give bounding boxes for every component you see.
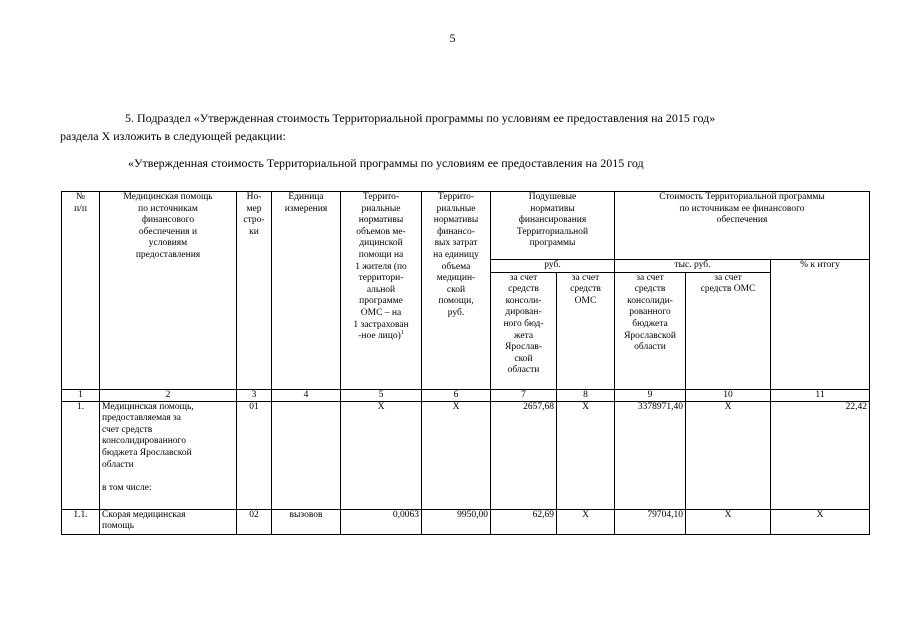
header-budget-thousand: за счет средств консолиди- рованного бюджета Ярославской области bbox=[615, 272, 686, 389]
row-oms-rub: X bbox=[557, 509, 615, 534]
table-row bbox=[62, 401, 870, 509]
column-number: 4 bbox=[272, 389, 341, 401]
header-row-1 bbox=[62, 192, 870, 260]
row-volume: 0,0063 bbox=[341, 509, 422, 534]
row-cost: X bbox=[422, 401, 491, 509]
column-number: 1 bbox=[62, 389, 100, 401]
intro-line-1: 5. Подраздел «Утвержденная стоимость Территориальной программы по условиям ее предоставления на 2015 год» bbox=[125, 111, 716, 125]
column-number: 3 bbox=[237, 389, 272, 401]
cost-table bbox=[61, 191, 870, 535]
row-oms-rub: X bbox=[557, 401, 615, 509]
row-unit: вызовов bbox=[272, 509, 341, 534]
row-no: 1.1. bbox=[62, 509, 100, 534]
header-row-number: Но- мер стро- ки bbox=[237, 192, 272, 390]
column-number: 8 bbox=[557, 389, 615, 401]
row-no: 1. bbox=[62, 401, 100, 509]
row-name: Медицинская помощь, предоставляемая за счет средств консолидированного бюджета Ярославской области в том числе: bbox=[100, 401, 237, 509]
header-care: Медицинская помощь по источникам финансового обеспечения и условиям предоставления bbox=[100, 192, 237, 390]
column-number: 7 bbox=[491, 389, 557, 401]
column-number: 6 bbox=[422, 389, 491, 401]
column-number: 10 bbox=[686, 389, 771, 401]
row-oms-thousand: X bbox=[686, 401, 771, 509]
row-budget-thousand: 3378971,40 bbox=[615, 401, 686, 509]
row-code: 02 bbox=[237, 509, 272, 534]
header-per-capita: Подушевые нормативы финансирования Территориальной программы bbox=[491, 192, 615, 260]
header-percent-total: % к итогу bbox=[771, 260, 870, 390]
column-number: 9 bbox=[615, 389, 686, 401]
row-name: Скорая медицинская помощь bbox=[100, 509, 237, 534]
row-budget-thousand: 79704,10 bbox=[615, 509, 686, 534]
header-volume-norms-text: Террито- риальные нормативы объемов ме- дицинской помощи на 1 жителя (по территори- альной программе ОМС – на 1 застрахован -ное лицо) bbox=[353, 192, 409, 342]
column-number-row bbox=[62, 389, 870, 401]
row-code: 01 bbox=[237, 401, 272, 509]
column-number: 2 bbox=[100, 389, 237, 401]
row-oms-thousand: X bbox=[686, 509, 771, 534]
row-budget-rub: 2657,68 bbox=[491, 401, 557, 509]
row-volume: X bbox=[341, 401, 422, 509]
footnote-marker: 1 bbox=[400, 329, 404, 336]
intro-line-2: раздела X изложить в следующей редакции: bbox=[60, 129, 286, 143]
header-rub: руб. bbox=[491, 260, 615, 273]
header-unit: Единица измерения bbox=[272, 192, 341, 390]
table-row bbox=[62, 509, 870, 534]
page-number: 5 bbox=[449, 31, 456, 45]
header-no: № п/п bbox=[62, 192, 100, 390]
header-thousand-rub: тыс. руб. bbox=[615, 260, 771, 273]
row-percent: X bbox=[771, 509, 870, 534]
header-cost-total: Стоимость Территориальной программы по источникам ее финансового обеспечения bbox=[615, 192, 870, 260]
header-oms-rub: за счет средств ОМС bbox=[557, 272, 615, 389]
header-cost-norms: Террито- риальные нормативы финансо- вых затрат на единицу объема медицин- ской помощи, руб. bbox=[422, 192, 491, 390]
intro-paragraph bbox=[60, 109, 862, 145]
column-number: 11 bbox=[771, 389, 870, 401]
row-percent: 22,42 bbox=[771, 401, 870, 509]
row-budget-rub: 62,69 bbox=[491, 509, 557, 534]
column-number: 5 bbox=[341, 389, 422, 401]
table-title: «Утвержденная стоимость Территориальной программы по условиям ее предоставления на 2015 год bbox=[128, 156, 644, 170]
header-volume-norms bbox=[341, 192, 422, 390]
row-unit bbox=[272, 401, 341, 509]
header-oms-thousand: за счет средств ОМС bbox=[686, 272, 771, 389]
header-budget-rub: за счет средств консоли- дирован- ного бюд- жета Ярослав- ской области bbox=[491, 272, 557, 389]
row-cost: 9950,00 bbox=[422, 509, 491, 534]
